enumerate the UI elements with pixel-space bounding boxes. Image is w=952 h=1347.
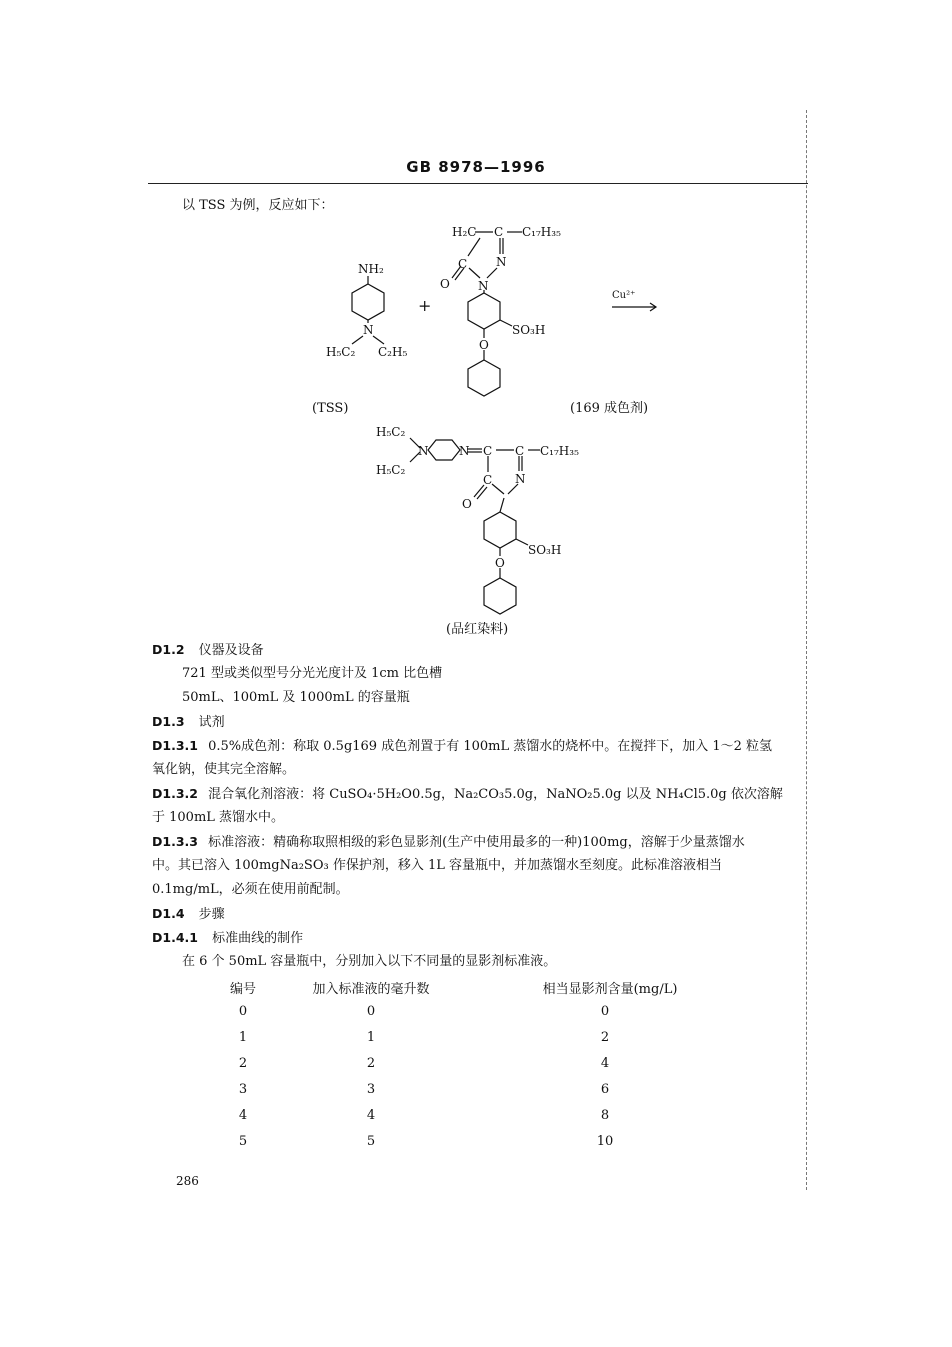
dye-n1: N [515, 472, 526, 486]
plus-sign: + [418, 296, 432, 315]
coupler-c1: C [494, 225, 504, 239]
coupler-c2: C [458, 257, 468, 271]
table-cell: 6 [600, 1082, 610, 1097]
dye-so3h: SO₃H [528, 543, 562, 557]
dye-c3: C [483, 473, 493, 487]
coupler-label: (169 成色剂) [570, 401, 649, 416]
reaction-scheme [0, 0, 952, 640]
reagent-1-text: 0.5%成色剂：称取 0.5g169 成色剂置于有 100mL 蒸馏水的烧杯中。在搅拌下，加入 1～2 粒氢 [208, 739, 773, 754]
dye-n-imine: N [459, 444, 470, 458]
equipment-item: 721 型或类似型号分光光度计及 1cm 比色槽 [182, 666, 443, 681]
coupler-h2c: H₂C [452, 225, 477, 239]
tss-label: (TSS) [312, 401, 349, 416]
step-1-title: 标准曲线的制作 [212, 931, 304, 946]
section-d1-3-number: D1.3 [152, 714, 185, 729]
section-d1-4-number: D1.4 [152, 906, 185, 921]
equipment-item: 50mL、100mL 及 1000mL 的容量瓶 [182, 690, 410, 705]
reagent-3-line-2: 中。其已溶入 100mgNa₂SO₃ 作保护剂，移入 1L 容量瓶中，并加蒸馏水至刻度。此标准溶液相当 [152, 858, 723, 873]
table-cell: 5 [238, 1134, 248, 1149]
reagent-2-text: 混合氧化剂溶液：将 CuSO₄·5H₂O0.5g，Na₂CO₃5.0g，NaNO₂5.0g 以及 NH₄Cl5.0g 依次溶解 [208, 787, 783, 802]
dye-n-amine: N [418, 444, 429, 458]
dye-o: O [462, 497, 472, 511]
section-d1-3 [152, 713, 225, 732]
table-cell: 2 [366, 1056, 376, 1071]
dye-ether-o: O [495, 556, 505, 570]
coupler-benzene-ring [468, 293, 500, 329]
coupler-c17h35: C₁₇H₃₅ [522, 225, 561, 239]
tss-nh2: NH₂ [358, 262, 384, 276]
step-1-heading [152, 929, 303, 948]
reagent-1-line-2: 氧化钠，使其完全溶解。 [152, 762, 296, 777]
step-1-text: 在 6 个 50mL 容量瓶中，分别加入以下不同量的显影剂标准液。 [182, 954, 557, 969]
section-d1-2-title: 仪器及设备 [198, 643, 264, 658]
table-cell: 0 [238, 1004, 248, 1019]
table-cell: 3 [238, 1082, 248, 1097]
reagent-1-line-1 [152, 737, 772, 756]
reagent-1-number: D1.3.1 [152, 738, 198, 753]
dye-h5c2-bottom: H₅C₂ [376, 463, 406, 477]
step-1-number: D1.4.1 [152, 930, 198, 945]
dye-label: (品红染料) [446, 622, 509, 637]
section-d1-3-title: 试剂 [198, 715, 225, 730]
table-cell: 0 [600, 1004, 610, 1019]
catalyst-label: Cu²⁺ [612, 290, 636, 301]
section-d1-2 [152, 641, 264, 660]
intro-text: 以 TSS 为例，反应如下： [182, 198, 334, 213]
dye-c2: C [515, 444, 525, 458]
dye-phenoxy-ring [484, 578, 516, 614]
table-cell: 5 [366, 1134, 376, 1149]
reagent-3-text: 标准溶液：精确称取照相级的彩色显影剂(生产中使用最多的一种)100mg，溶解于少量蒸馏水 [208, 835, 745, 850]
table-cell: 8 [600, 1108, 610, 1123]
table-cell: 10 [596, 1134, 614, 1149]
coupler-n1: N [496, 255, 507, 269]
reagent-2-line-1 [152, 785, 783, 804]
dye-c1: C [483, 444, 493, 458]
tss-benzene-ring [352, 284, 384, 320]
tss-c2h5: C₂H₅ [378, 345, 408, 359]
table-cell: 4 [238, 1108, 248, 1123]
tss-h5c2: H₅C₂ [326, 345, 356, 359]
coupler-so3h: SO₃H [512, 323, 546, 337]
reagent-3-line-1 [152, 833, 745, 852]
section-d1-4 [152, 905, 225, 924]
table-cell: 1 [366, 1030, 376, 1045]
section-d1-2-number: D1.2 [152, 642, 185, 657]
table-cell: 4 [600, 1056, 610, 1071]
coupler-ether-o: O [479, 338, 489, 352]
table-header-id: 编号 [229, 982, 256, 997]
coupler-n2: N [478, 279, 489, 293]
table-header-volume: 加入标准液的毫升数 [312, 982, 430, 997]
table-header-content: 相当显影剂含量(mg/L) [542, 982, 678, 997]
dye-sulfo-ring [484, 512, 516, 548]
table-cell: 0 [366, 1004, 376, 1019]
table-cell: 4 [366, 1108, 376, 1123]
reagent-2-number: D1.3.2 [152, 786, 198, 801]
dye-c17h35: C₁₇H₃₅ [540, 444, 579, 458]
table-cell: 3 [366, 1082, 376, 1097]
dye-quinoid-ring [428, 440, 460, 460]
tss-n: N [363, 323, 374, 337]
section-d1-4-title: 步骤 [198, 907, 225, 922]
table-cell: 1 [238, 1030, 248, 1045]
table-cell: 2 [238, 1056, 248, 1071]
phenoxy-ring [468, 360, 500, 396]
table-cell: 2 [600, 1030, 610, 1045]
page-number: 286 [176, 1174, 199, 1188]
reagent-3-line-3: 0.1mg/mL，必须在使用前配制。 [152, 882, 349, 897]
page-header-title: GB 8978—1996 [406, 158, 546, 176]
reagent-3-number: D1.3.3 [152, 834, 198, 849]
dye-h5c2-top: H₅C₂ [376, 425, 406, 439]
coupler-o: O [440, 277, 450, 291]
reagent-2-line-2: 于 100mL 蒸馏水中。 [152, 810, 285, 825]
